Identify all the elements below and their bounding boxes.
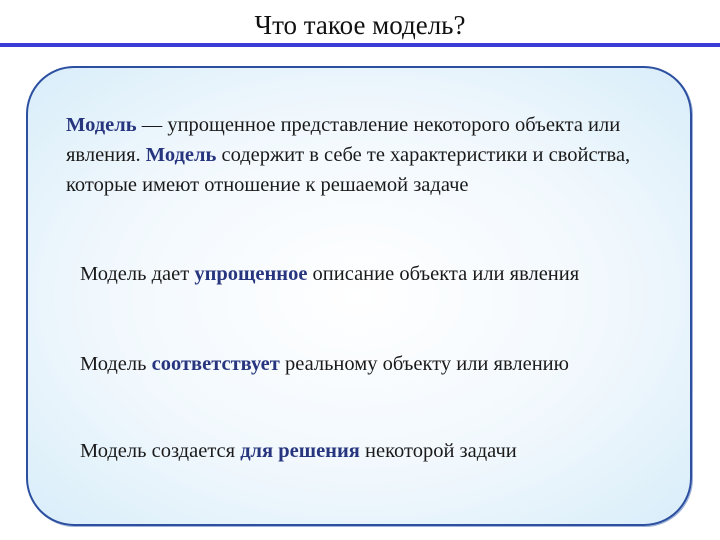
- point-text-before: Модель: [80, 353, 152, 375]
- point-highlight: для решения: [240, 440, 360, 462]
- definition-text-1: — упрощенное представление некоторого объекта или явления.: [66, 114, 621, 166]
- point-highlight: соответствует: [151, 353, 280, 375]
- definition-paragraph: [66, 110, 686, 200]
- point-text-after: описание объекта или явления: [307, 263, 580, 285]
- term-model-2: Модель: [145, 144, 217, 166]
- point-text-after: некоторой задачи: [359, 440, 517, 462]
- definition-text-2: содержит в себе те характеристики и свойства, которые имеют отношение к решаемой задаче: [66, 144, 631, 196]
- term-model: Модель: [66, 114, 137, 136]
- point-purpose: [80, 436, 690, 466]
- point-text-before: Модель создается: [80, 440, 241, 462]
- title-divider: [0, 43, 720, 47]
- slide-title: Что такое модель?: [254, 10, 466, 40]
- point-text-after: реальному объекту или явлению: [279, 353, 569, 375]
- point-corresponds: [80, 349, 690, 379]
- point-highlight: упрощенное: [194, 263, 308, 285]
- point-text-before: Модель дает: [80, 263, 195, 285]
- point-simplified: [80, 259, 690, 289]
